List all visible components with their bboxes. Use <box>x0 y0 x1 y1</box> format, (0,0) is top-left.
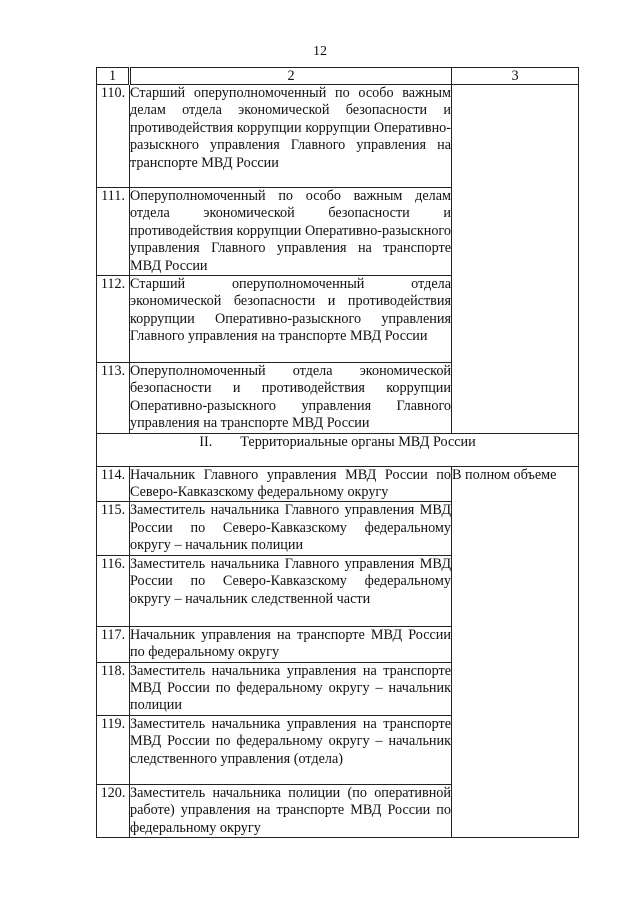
table-header-row <box>97 68 579 85</box>
position-title: Оперуполномоченный по особо важным делам отдела экономической безопасности и противодействия коррупции Оперативно-разыскного управления Главного управления на транспорте МВД России <box>130 188 451 274</box>
position-title: Заместитель начальника управления на транспорте МВД России по федеральному округу – начальник следственного управления (отдела) <box>130 715 452 784</box>
row-number: 113. <box>97 363 130 434</box>
column-header-1: 1 <box>97 68 130 85</box>
position-title: Заместитель начальника Главного управления МВД России по Северо-Кавказскому федеральному округу – начальник полиции <box>130 502 451 554</box>
section-number: II. <box>199 433 213 450</box>
row-number: 112. <box>97 276 130 363</box>
column-header-3: 3 <box>452 68 579 85</box>
row-number: 116. <box>97 555 130 626</box>
row-number: 118. <box>97 662 130 715</box>
position-title: Заместитель начальника полиции (по оперативной работе) управления на транспорте МВД России по федеральному округу <box>130 784 451 836</box>
section-title: Территориальные органы МВД России <box>240 433 476 450</box>
position-title: Заместитель начальника управления на транспорте МВД России по федеральному округу – начальник полиции <box>130 662 451 714</box>
section-heading <box>97 433 579 466</box>
position-title: Старший оперуполномоченный отдела экономической безопасности и противодействия коррупции Оперативно-разыскного управления Главного управления на транспорте МВД России <box>130 276 452 363</box>
row-number: 110. <box>97 85 130 188</box>
row-number: 119. <box>97 715 130 784</box>
column-header-2: 2 <box>130 68 452 85</box>
row-number: 120. <box>97 784 130 837</box>
extent-cell <box>452 85 579 434</box>
position-title: Начальник управления на транспорте МВД России по федеральному округу <box>130 626 451 661</box>
row-number: 115. <box>97 502 130 555</box>
table-row <box>97 466 579 502</box>
position-title: Начальник Главного управления МВД России по Северо-Кавказскому федеральному округу <box>130 466 451 501</box>
table-row <box>97 85 579 188</box>
extent-cell: В полном объеме <box>452 466 579 837</box>
position-title: Оперуполномоченный отдела экономической безопасности и противодействия коррупции Оперативно-разыскного управления Главного управления на транспорте МВД России <box>130 363 451 432</box>
row-number: 117. <box>97 626 130 662</box>
section-header-row <box>97 433 579 466</box>
position-title: Старший оперуполномоченный по особо важным делам отдела экономической безопасности и противодействия коррупции коррупции Оперативно-разыскного управления Главного управления на транспорте МВД России <box>130 85 452 188</box>
position-title: Заместитель начальника Главного управления МВД России по Северо-Кавказскому федеральному округу – начальник следственной части <box>130 555 452 626</box>
row-number: 114. <box>97 466 130 502</box>
positions-table <box>96 67 579 838</box>
row-number: 111. <box>97 188 130 276</box>
page-number: 12 <box>313 44 327 59</box>
